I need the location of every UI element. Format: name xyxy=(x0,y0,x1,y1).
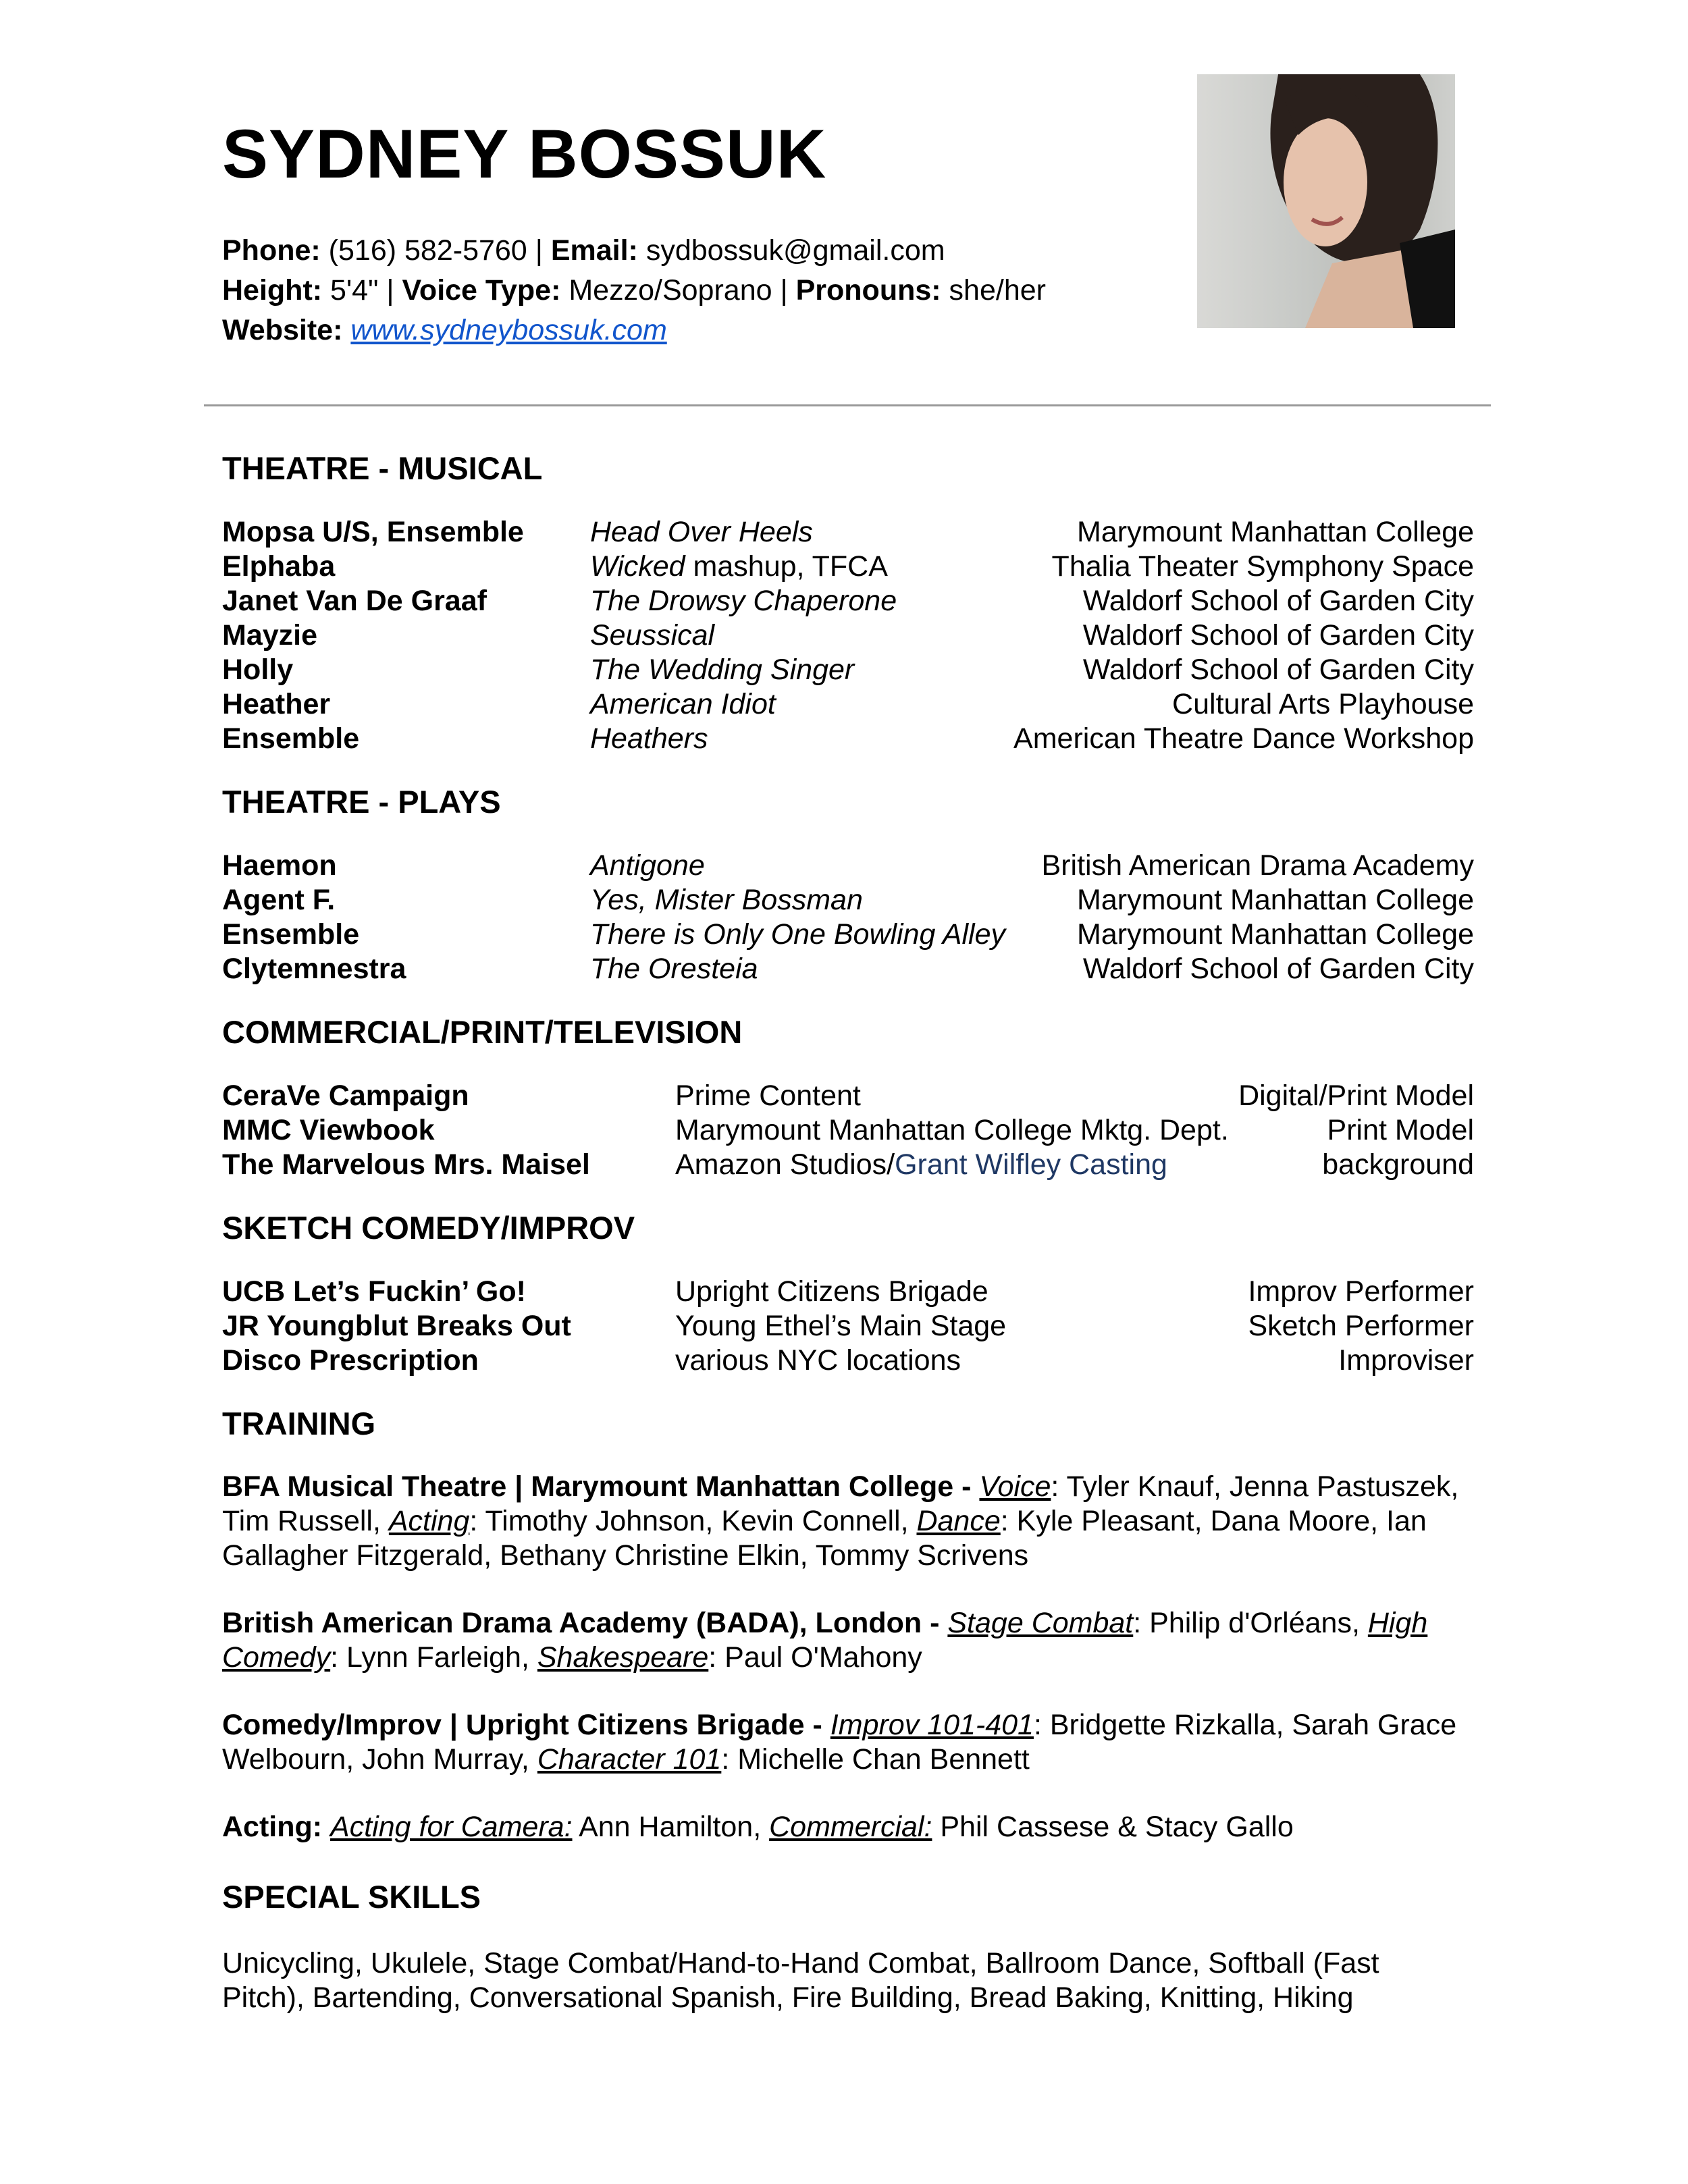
teachers: : Tyler Knauf, Jenna Pastuszek, Tim Russell, xyxy=(222,1470,1459,1537)
musical-row xyxy=(222,722,1474,756)
email-label: Email: xyxy=(550,234,638,267)
venue: Marymount Manhattan College xyxy=(1077,884,1474,916)
discipline: Commercial: xyxy=(769,1811,932,1843)
contact-line-2 xyxy=(222,271,1046,311)
role: Ensemble xyxy=(222,918,360,951)
show-name: The Oresteia xyxy=(590,953,758,985)
show-name: Wicked xyxy=(590,550,685,583)
website-link[interactable]: www.sydneybossuk.com xyxy=(350,314,667,346)
section-heading-skills: SPECIAL SKILLS xyxy=(222,1879,481,1915)
show-title xyxy=(590,952,758,986)
teachers: Ann Hamilton, xyxy=(572,1811,770,1843)
show-name: There is Only One Bowling Alley xyxy=(590,918,1005,951)
venue: Marymount Manhattan College xyxy=(1077,918,1474,951)
role: Mopsa U/S, Ensemble xyxy=(222,516,524,548)
voice-value: Mezzo/Soprano xyxy=(569,274,772,307)
email-value: sydbossuk@gmail.com xyxy=(645,234,945,267)
casting-company: Grant Wilfley Casting xyxy=(895,1148,1167,1181)
venue: Thalia Theater Symphony Space xyxy=(1051,550,1474,583)
company-name: various NYC locations xyxy=(675,1344,961,1377)
show-note: mashup, TFCA xyxy=(685,550,888,583)
training-bada xyxy=(222,1606,1505,1675)
venue: Waldorf School of Garden City xyxy=(1082,953,1474,985)
teachers: : Philip d'Orléans, xyxy=(1133,1607,1368,1639)
commercial-row xyxy=(222,1148,1474,1182)
show-name: The Wedding Singer xyxy=(590,654,855,686)
musical-row xyxy=(222,687,1474,722)
venue: Cultural Arts Playhouse xyxy=(1172,688,1474,720)
show-title xyxy=(590,722,708,756)
show-title xyxy=(590,849,705,883)
plays-row xyxy=(222,883,1474,917)
credit-role: background xyxy=(1322,1148,1474,1181)
credit-role: Improv Performer xyxy=(1248,1275,1474,1308)
role: Ensemble xyxy=(222,722,360,755)
voice-label: Voice Type: xyxy=(402,274,561,307)
show-title xyxy=(590,883,863,917)
project: The Marvelous Mrs. Maisel xyxy=(222,1148,590,1181)
project: CeraVe Campaign xyxy=(222,1080,469,1112)
musical-row xyxy=(222,550,1474,584)
venue: Waldorf School of Garden City xyxy=(1082,585,1474,617)
company xyxy=(675,1113,1229,1148)
company-name: Young Ethel’s Main Stage xyxy=(675,1310,1007,1342)
teachers: : Michelle Chan Bennett xyxy=(721,1743,1030,1776)
show-name: Antigone xyxy=(590,849,705,882)
show-name: Yes, Mister Bossman xyxy=(590,884,863,916)
website-label: Website: xyxy=(222,314,343,346)
musical-row xyxy=(222,584,1474,618)
project: JR Youngblut Breaks Out xyxy=(222,1310,571,1342)
commercial-row xyxy=(222,1113,1474,1148)
height-value: 5'4" xyxy=(330,274,379,307)
discipline: Acting for Camera: xyxy=(330,1811,573,1843)
discipline: Stage Combat xyxy=(947,1607,1134,1639)
musical-row xyxy=(222,515,1474,550)
separator: | xyxy=(386,274,394,307)
company xyxy=(675,1079,861,1113)
company-name: Prime Content xyxy=(675,1080,861,1112)
separator: | xyxy=(780,274,788,307)
section-heading-sketch: SKETCH COMEDY/IMPROV xyxy=(222,1210,635,1246)
venue: American Theatre Dance Workshop xyxy=(1013,722,1474,755)
sketch-row xyxy=(222,1309,1474,1343)
credit-role: Sketch Performer xyxy=(1248,1310,1474,1342)
sketch-row xyxy=(222,1343,1474,1378)
role: Holly xyxy=(222,654,294,686)
credit-role: Print Model xyxy=(1327,1114,1474,1146)
role: Mayzie xyxy=(222,619,318,651)
company xyxy=(675,1309,1006,1343)
actor-name: SYDNEY BOSSUK xyxy=(222,115,827,192)
show-name: Head Over Heels xyxy=(590,516,813,548)
discipline: Acting xyxy=(388,1505,470,1537)
role: Janet Van De Graaf xyxy=(222,585,487,617)
role: Clytemnestra xyxy=(222,953,406,985)
role: Heather xyxy=(222,688,331,720)
role: Agent F. xyxy=(222,884,336,916)
training-ucb xyxy=(222,1708,1505,1777)
phone-label: Phone: xyxy=(222,234,321,267)
show-name: The Drowsy Chaperone xyxy=(590,585,897,617)
commercial-row xyxy=(222,1079,1474,1113)
musical-row xyxy=(222,653,1474,687)
height-label: Height: xyxy=(222,274,323,307)
company-name: Amazon Studios/ xyxy=(675,1148,895,1181)
project: MMC Viewbook xyxy=(222,1114,435,1146)
company xyxy=(675,1275,988,1309)
special-skills-text: Unicycling, Ukulele, Stage Combat/Hand-to-Hand Combat, Ballroom Dance, Softball (Fast Pitch), Bartending, Conversational Spanish, Fire Building, Bread Baking, Knitting, Hiking xyxy=(222,1947,1379,2014)
teachers: : Timothy Johnson, Kevin Connell, xyxy=(469,1505,917,1537)
show-title xyxy=(590,917,1005,952)
venue: Waldorf School of Garden City xyxy=(1082,654,1474,686)
teachers: : Bridgette Rizkalla, Sarah Grace Welbourn, John Murray, xyxy=(222,1709,1457,1776)
company xyxy=(675,1343,961,1378)
separator: | xyxy=(535,234,543,267)
show-title xyxy=(590,584,897,618)
discipline: Improv 101-401 xyxy=(830,1709,1034,1741)
teachers: : Paul O'Mahony xyxy=(708,1641,922,1674)
training-bfa xyxy=(222,1470,1505,1573)
show-title xyxy=(590,515,813,550)
plays-row xyxy=(222,917,1474,952)
company xyxy=(675,1148,1167,1182)
school-name: Comedy/Improv | Upright Citizens Brigade - xyxy=(222,1709,830,1741)
project: Disco Prescription xyxy=(222,1344,479,1377)
show-name: Heathers xyxy=(590,722,708,755)
school-name: British American Drama Academy (BADA), London - xyxy=(222,1607,948,1639)
discipline: Voice xyxy=(979,1470,1051,1503)
company-name: Marymount Manhattan College Mktg. Dept. xyxy=(675,1114,1229,1146)
plays-row xyxy=(222,849,1474,883)
show-title xyxy=(590,618,714,653)
discipline: Shakespeare xyxy=(537,1641,709,1674)
role: Haemon xyxy=(222,849,337,882)
venue: Waldorf School of Garden City xyxy=(1082,619,1474,651)
plays-row xyxy=(222,952,1474,986)
show-title xyxy=(590,687,776,722)
sketch-row xyxy=(222,1275,1474,1309)
phone-value: (516) 582-5760 xyxy=(328,234,527,267)
pronouns-value: she/her xyxy=(949,274,1046,307)
credit-role: Improviser xyxy=(1338,1344,1474,1377)
teachers: : Lynn Farleigh, xyxy=(330,1641,537,1674)
role: Elphaba xyxy=(222,550,336,583)
discipline: High Comedy xyxy=(222,1607,1428,1674)
section-heading-training: TRAINING xyxy=(222,1406,376,1441)
show-title xyxy=(590,653,854,687)
show-name: American Idiot xyxy=(590,688,776,720)
discipline: Dance xyxy=(916,1505,1001,1537)
show-title xyxy=(590,550,888,584)
credit-role: Digital/Print Model xyxy=(1238,1080,1474,1112)
project: UCB Let’s Fuckin’ Go! xyxy=(222,1275,526,1308)
headshot-photo xyxy=(1197,74,1455,328)
show-name: Seussical xyxy=(590,619,715,651)
acting-label: Acting: xyxy=(222,1811,331,1843)
section-heading-plays: THEATRE - PLAYS xyxy=(222,784,501,820)
musical-row xyxy=(222,618,1474,653)
company-name: Upright Citizens Brigade xyxy=(675,1275,988,1308)
section-heading-commercial: COMMERCIAL/PRINT/TELEVISION xyxy=(222,1014,743,1050)
header-divider xyxy=(204,404,1491,406)
school-name: BFA Musical Theatre | Marymount Manhattan College - xyxy=(222,1470,980,1503)
training-acting xyxy=(222,1810,1505,1844)
teachers: Phil Cassese & Stacy Gallo xyxy=(932,1811,1294,1843)
contact-line-1 xyxy=(222,231,1046,271)
venue: British American Drama Academy xyxy=(1041,849,1474,882)
teachers: : Kyle Pleasant, Dana Moore, Ian Gallagher Fitzgerald, Bethany Christine Elkin, Tommy Scrivens xyxy=(222,1505,1427,1572)
pronouns-label: Pronouns: xyxy=(795,274,941,307)
venue: Marymount Manhattan College xyxy=(1077,516,1474,548)
discipline: Character 101 xyxy=(537,1743,722,1776)
section-heading-musical: THEATRE - MUSICAL xyxy=(222,450,543,486)
contact-line-3 xyxy=(222,311,1046,350)
contact-info xyxy=(222,231,1046,350)
